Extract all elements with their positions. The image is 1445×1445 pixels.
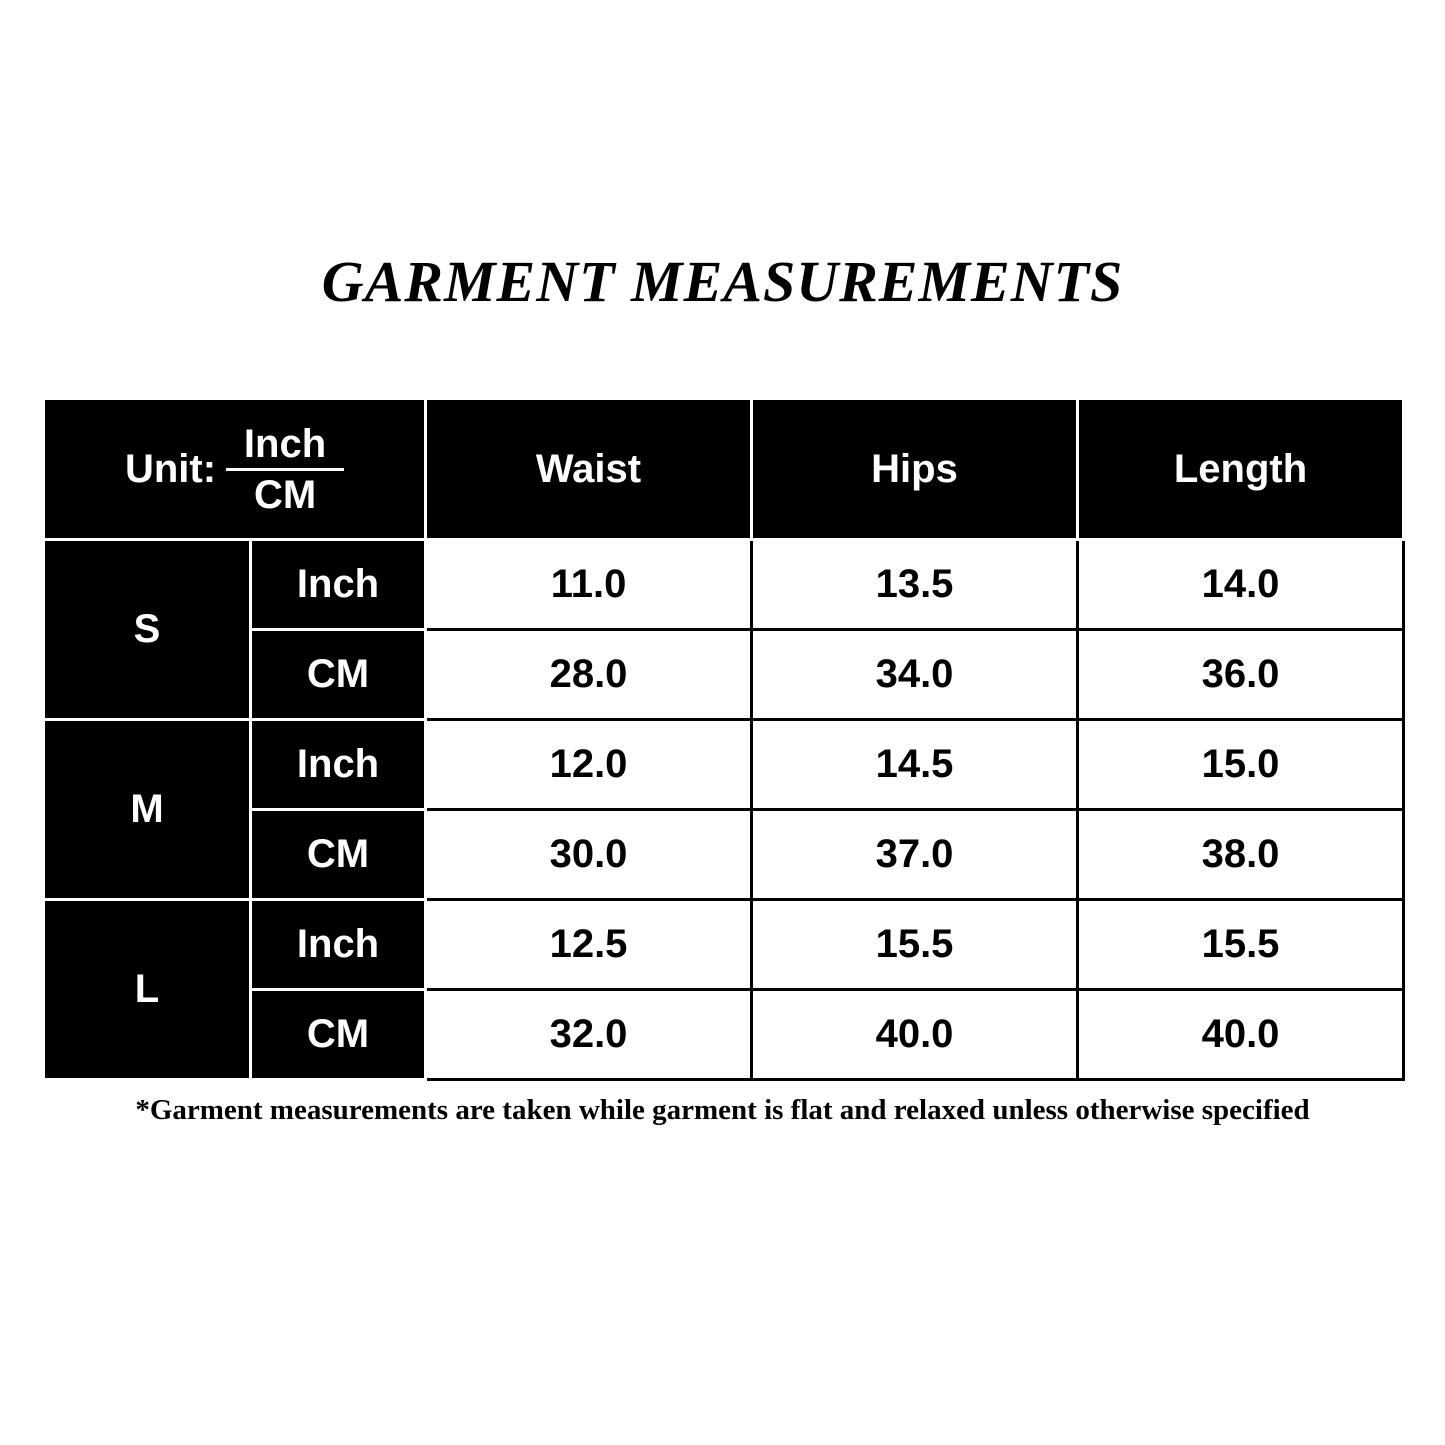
measurements-table-container [42, 397, 1404, 1081]
footnote: *Garment measurements are taken while garment is flat and relaxed unless otherwise specified [135, 1094, 1310, 1126]
cell-l-inch-waist: 12.5 [426, 900, 752, 990]
column-header-waist: Waist [426, 399, 752, 540]
table-row [44, 540, 1404, 630]
row-unit-label: CM [251, 990, 426, 1080]
unit-header-cell [44, 399, 426, 540]
cell-m-inch-length: 15.0 [1078, 720, 1404, 810]
cell-m-inch-hips: 14.5 [752, 720, 1078, 810]
table-row [44, 720, 1404, 810]
unit-fraction-denominator: CM [253, 472, 317, 517]
page-title: GARMENT MEASUREMENTS [321, 249, 1124, 314]
column-header-hips: Hips [752, 399, 1078, 540]
cell-s-cm-waist: 28.0 [426, 630, 752, 720]
cell-s-inch-hips: 13.5 [752, 540, 1078, 630]
row-unit-label: CM [251, 810, 426, 900]
cell-l-cm-hips: 40.0 [752, 990, 1078, 1080]
size-label-l: L [44, 900, 251, 1080]
cell-m-cm-hips: 37.0 [752, 810, 1078, 900]
cell-s-inch-length: 14.0 [1078, 540, 1404, 630]
size-label-s: S [44, 540, 251, 720]
unit-fraction-numerator: Inch [243, 421, 327, 466]
table-header-row [44, 399, 1404, 540]
cell-s-cm-length: 36.0 [1078, 630, 1404, 720]
row-unit-label: Inch [251, 720, 426, 810]
unit-fraction [226, 421, 344, 517]
unit-header-label: Unit: [124, 446, 217, 491]
cell-m-inch-waist: 12.0 [426, 720, 752, 810]
row-unit-label: Inch [251, 540, 426, 630]
cell-m-cm-length: 38.0 [1078, 810, 1404, 900]
size-label-m: M [44, 720, 251, 900]
row-unit-label: Inch [251, 900, 426, 990]
cell-l-inch-length: 15.5 [1078, 900, 1404, 990]
table-row [44, 900, 1404, 990]
cell-l-inch-hips: 15.5 [752, 900, 1078, 990]
measurements-table [42, 397, 1405, 1081]
cell-l-cm-length: 40.0 [1078, 990, 1404, 1080]
cell-s-inch-waist: 11.0 [426, 540, 752, 630]
cell-m-cm-waist: 30.0 [426, 810, 752, 900]
row-unit-label: CM [251, 630, 426, 720]
cell-l-cm-waist: 32.0 [426, 990, 752, 1080]
cell-s-cm-hips: 34.0 [752, 630, 1078, 720]
column-header-length: Length [1078, 399, 1404, 540]
